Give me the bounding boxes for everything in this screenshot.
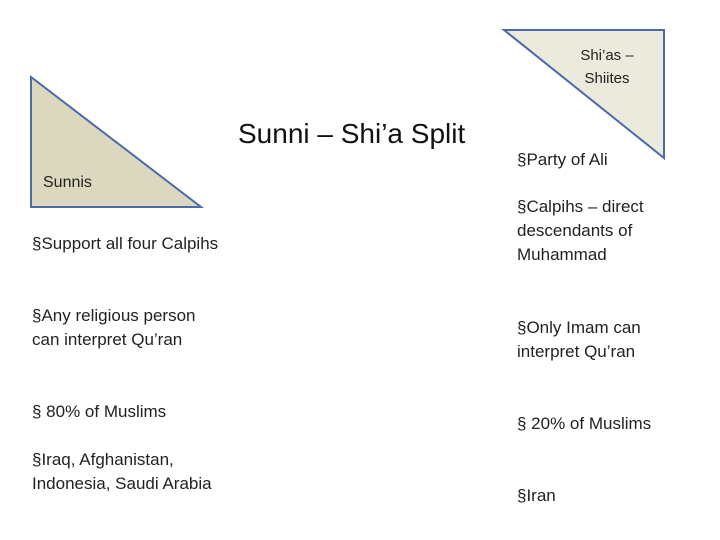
sunni-point: § 80% of Muslims <box>32 402 167 421</box>
shia-label-line1: Shi’as – <box>580 47 634 64</box>
shia-point: §Iran <box>517 486 556 505</box>
sunni-point: §Any religious person can interpret Qu’ran <box>32 306 196 349</box>
shia-point: §Calpihs – direct descendants of Muhammad <box>517 197 644 264</box>
shia-point: § 20% of Muslims <box>517 414 652 433</box>
sunni-label: Sunnis <box>43 174 92 191</box>
shia-point: §Party of Ali <box>517 150 608 169</box>
shia-label <box>570 44 644 90</box>
slide-title: Sunni – Shi’a Split <box>238 118 466 149</box>
sunni-point: §Support all four Calpihs <box>32 234 219 253</box>
shia-label-line2: Shiites <box>584 70 630 87</box>
sunni-point: §Iraq, Afghanistan, Indonesia, Saudi Arabia <box>32 450 212 493</box>
shia-point: §Only Imam can interpret Qu’ran <box>517 318 641 361</box>
